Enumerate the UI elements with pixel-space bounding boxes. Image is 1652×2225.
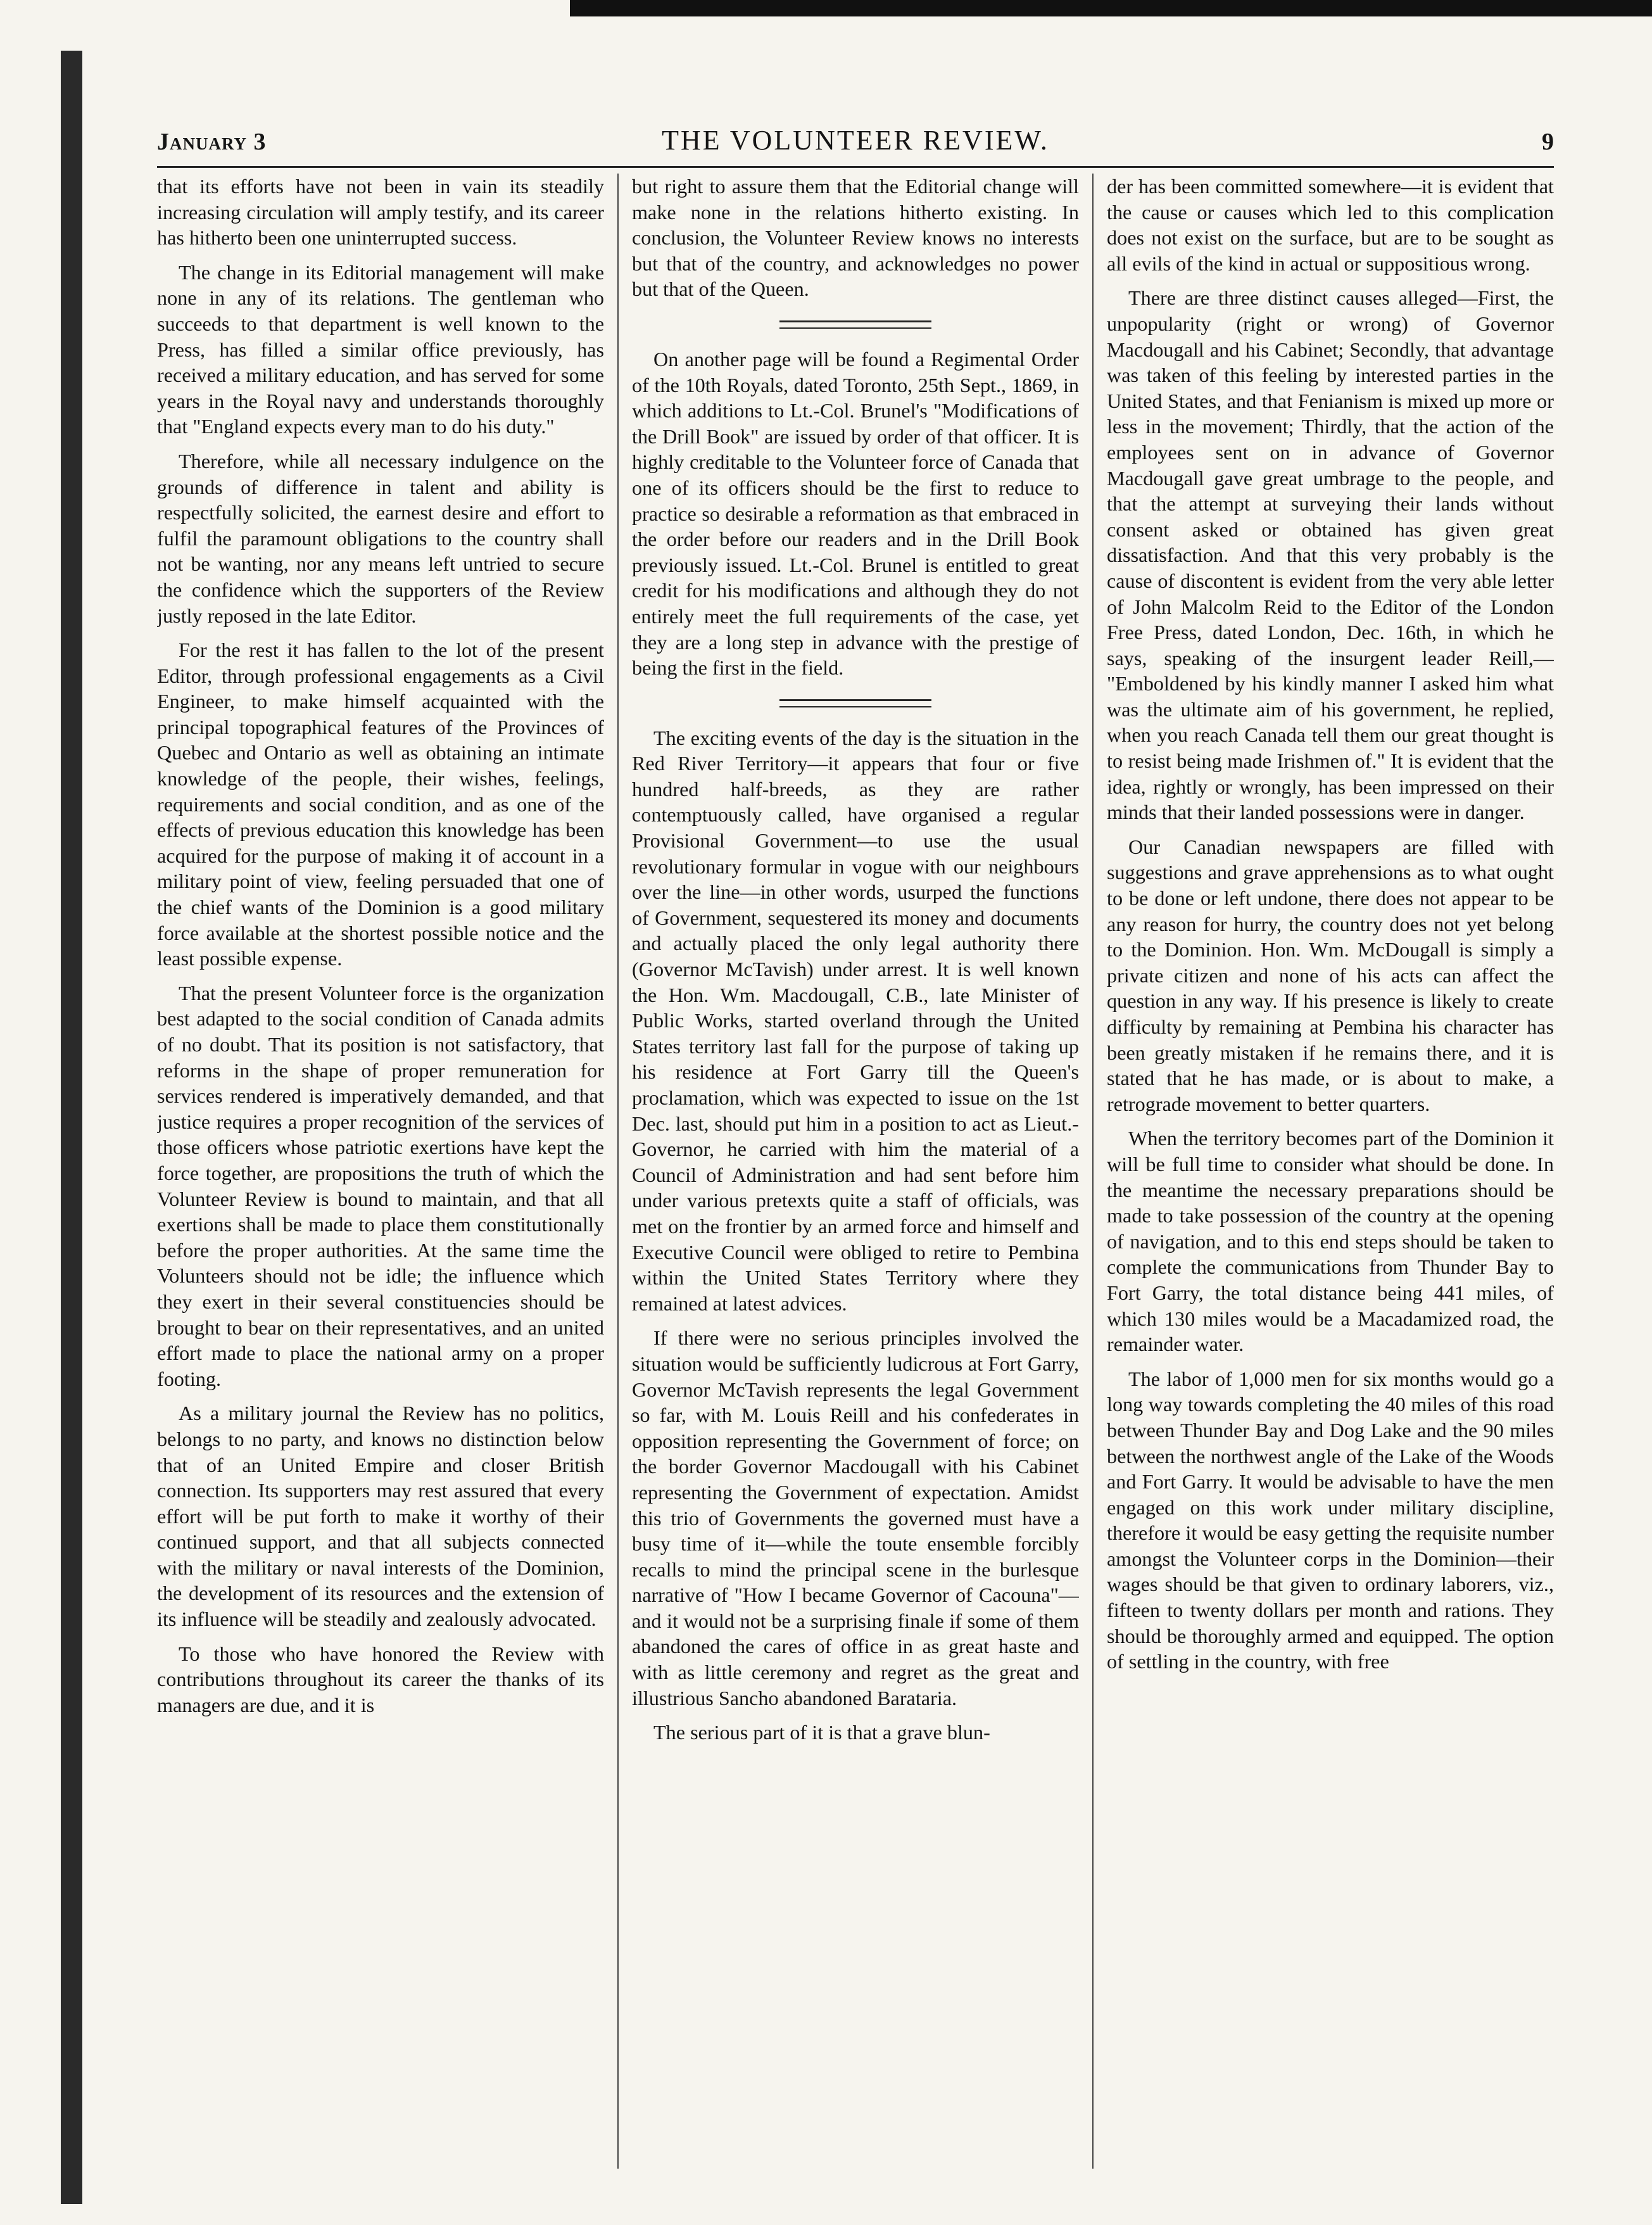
- paragraph: The exciting events of the day is the situation in the Red River Territory—it appears that four or five hundred half-breeds, as they are rather contemptuously called, have organised a regular Provisional Government—to use the usual revolutionary formular in vogue with our neighbours over the line—in other words, usurped the functions of Government, sequestered its money and documents and actually placed the only legal authority there (Governor McTavish) under arrest. It is well known the Hon. Wm. Macdougall, C.B., late Minister of Public Works, started overland through the United States territory last fall for the purpose of taking up his residence at Fort Garry till the Queen's proclamation, which was expected to issue on the 1st Dec. last, should put him in a position to act as Lieut.-Governor, he carried with him the material of a Council of Administration and had sent before him under various pretexts quite a staff of officials, was met on the frontier by an armed force and himself and Executive Council were obliged to retire to Pembina within the United States Territory where they remained at latest advices.: [632, 726, 1079, 1315]
- section-separator: [632, 690, 1079, 718]
- paragraph: The change in its Editorial management will make none in any of its relations. The gentleman who succeeds to that department is well known to the Press, has filled a similar office previously, has received a military education, and has served for some years in the Royal navy and understands thoroughly that "England expects every man to do his duty.": [157, 260, 604, 438]
- article-columns: [157, 174, 1554, 2169]
- paragraph: Therefore, while all necessary indulgence on the grounds of difference in talent and ability is respectfully solicited, the earnest desire and effort to fulfil the paramount obligations to the country shall not be wanting, nor any means left untried to secure the confidence which the supporters of the Review justly reposed in the late Editor.: [157, 449, 604, 627]
- scan-binding-edge: [61, 51, 82, 2204]
- paragraph: When the territory becomes part of the Dominion it will be full time to consider what should be done. In the meantime the necessary preparations should be made to take possession of the country at the opening of navigation, and to this end steps should be taken to complete the communications from Thunder Bay to Fort Garry, the total distance being 441 miles, of which 130 miles would be a Macadamized road, the remainder water.: [1107, 1127, 1554, 1356]
- paragraph: To those who have honored the Review with contributions throughout its career the thanks of its managers are due, and it is: [157, 1642, 604, 1716]
- header-date: January 3: [157, 129, 267, 155]
- page-header: [157, 124, 1554, 168]
- paragraph: The serious part of it is that a grave blun-: [653, 1721, 990, 1744]
- paragraph: For the rest it has fallen to the lot of the present Editor, through professional engagements as a Civil Engineer, to make himself acquainted with the principal topographical features of the Provinces of Quebec and Ontario as well as obtaining an intimate knowledge of the people, their wishes, feelings, requirements and social condition, and as one of the effects of previous education this knowledge has been acquired for the purpose of making it of account in a military point of view, feeling persuaded that one of the chief wants of the Dominion is a good military force available at the shortest possible notice and the least possible expense.: [157, 638, 604, 970]
- column-3: [1107, 174, 1554, 2169]
- paragraph: That the present Volunteer force is the organization best adapted to the social condition of Canada admits of no doubt. That its position is not satisfactory, that reforms in the shape of proper remuneration for services rendered is imperatively demanded, and that justice requires a proper recognition of the services of those officers whose patriotic exertions have kept the force together, are propositions the truth of which the Volunteer Review is bound to maintain, and that all exertions shall be made to place them constitutionally before the proper authorities. At the same time the Volunteers should not be idle; the influence which they exert in their several constituencies should be brought to bear on their representatives, and an united effort made to place the national army on a proper footing.: [157, 981, 604, 1390]
- column-divider: [617, 174, 619, 2169]
- paragraph: On another page will be found a Regimental Order of the 10th Royals, dated Toronto, 25th Sept., 1869, in which additions to Lt.-Col. Brunel's "Modifications of the Drill Book" are issued by order of that officer. It is highly creditable to the Volunteer force of Canada that one of its officers should be the first to reduce to practice so desirable a reformation as that embraced in the order before our readers and in the Drill Book previously issued. Lt.-Col. Brunel is entitled to great credit for his modifications and although they do not entirely meet the full requirements of the case, yet they are a long step in advance with the prestige of being the first in the field.: [632, 347, 1079, 680]
- paragraph: There are three distinct causes alleged—First, the unpopularity (right or wrong) of Governor Macdougall and his Cabinet; Secondly, that advantage was taken of this feeling by interested parties in the United States, and that Fenianism is mixed up more or less in the movement; Thirdly, that the action of the employees sent on in advance of Governor Macdougall gave great umbrage to the people, and that the attempt at surveying their lands without consent asked or obtained has given great dissatisfaction. And that this very probably is the cause of discontent is evident from the very able letter of John Malcolm Reid to the Editor of the London Free Press, dated London, Dec. 16th, in which he says, speaking of the insurgent leader Reill,— "Emboldened by his kindly manner I asked him what was the ultimate aim of his government, he replied, when you reach Canada tell them our great thought is to resist being made Irishmen of." It is evident that the idea, rightly or wrongly, has been impressed on their minds that their landed possessions were in danger.: [1107, 286, 1554, 824]
- page-number: 9: [1542, 129, 1554, 155]
- paragraph: If there were no serious principles involved the situation would be sufficiently ludicrous at Fort Garry, Governor McTavish represents the legal Government so far, with M. Louis Reill and his confederates in opposition representing the Government of force; on the border Governor Macdougall with his Cabinet representing the Government of expectation. Amidst this trio of Governments the governed must have a busy time of it—while the toute ensemble forcibly recalls to mind the principal scene in the burlesque narrative of "How I became Governor of Cacouna"—and it would not be a surprising finale if some of them abandoned the cares of office in as great haste and with as little ceremony and regret as the great and illustrious Sancho abandoned Barataria.: [632, 1326, 1079, 1709]
- column-2: [632, 174, 1079, 2169]
- paragraph: Our Canadian newspapers are filled with suggestions and grave apprehensions as to what ought to be done or left undone, there does not appear to be any reason for hurry, the country does not yet belong to the Dominion. Hon. Wm. McDougall is simply a private citizen and none of his acts can affect the question in any way. If his presence is likely to create difficulty by remaining at Pembina his character has been greatly mistaken if he remains there, and it is stated that he has made, or is about to make, a retrograde movement to better quarters.: [1107, 835, 1554, 1115]
- newspaper-page: [157, 124, 1554, 2183]
- paragraph: The labor of 1,000 men for six months would go a long way towards completing the 40 miles of this road between Thunder Bay and Dog Lake and the 90 miles between the northwest angle of the Lake of the Woods and Fort Garry. It would be advisable to have the men engaged on this work under military discipline, therefore it would be easy getting the requisite number amongst the Volunteer corps in the Dominion—their wages should be that given to ordinary laborers, viz., fifteen to twenty dollars per month and rations. They should be thoroughly armed and equipped. The option of settling in the country, with free: [1107, 1367, 1554, 1673]
- paragraph: As a military journal the Review has no politics, belongs to no party, and knows no distinction below that of an United Empire and closer British connection. Its supporters may rest assured that every effort will be put forth to make it worthy of their continued support, and that all subjects connected with the military or naval interests of the Dominion, the development of its resources and the extension of its influence will be steadily and zealously advocated.: [157, 1402, 604, 1631]
- paragraph: but right to assure them that the Editorial change will make none in the relations hitherto existing. In conclusion, the Volunteer Review knows no interests but that of the country, and acknowledges no power but that of the Queen.: [632, 175, 1079, 301]
- publication-title: THE VOLUNTEER REVIEW.: [662, 125, 1049, 156]
- top-border-rule: [570, 0, 1652, 16]
- column-divider: [1092, 174, 1094, 2169]
- column-1: [157, 174, 604, 2169]
- paragraph: der has been committed somewhere—it is evident that the cause or causes which led to this complication does not exist on the surface, but are to be sought as all evils of the kind in actual or suppositious wrong.: [1107, 175, 1554, 275]
- section-separator: [632, 311, 1079, 339]
- paragraph: that its efforts have not been in vain its steadily increasing circulation will amply testify, and its career has hitherto been one uninterrupted success.: [157, 175, 604, 250]
